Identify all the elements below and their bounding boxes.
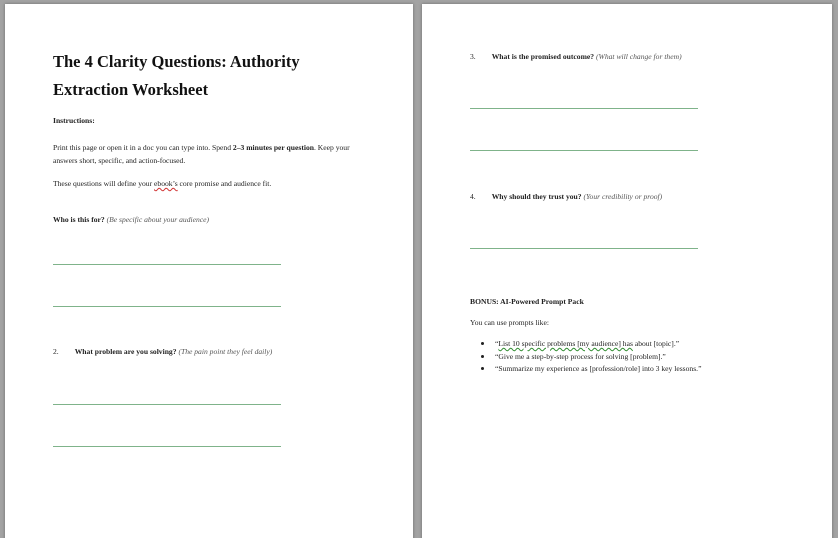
answer-line-q2-b[interactable] [53, 446, 281, 447]
instructions-paragraph: Print this page or open it in a doc you can type into. Spend 2–3 minutes per question. Keep your answers short, specific, and action-focused. [53, 143, 350, 165]
bonus-title: BONUS: AI-Powered Prompt Pack [470, 297, 584, 306]
bullet-icon [481, 342, 484, 345]
instructions-label: Instructions: [53, 116, 95, 125]
answer-line-q2-a[interactable] [53, 404, 281, 405]
question-2: 2. What problem are you solving? (The pain point they feel daily) [53, 347, 273, 356]
bullet-icon [481, 367, 484, 370]
answer-line-q3-b[interactable] [470, 150, 698, 151]
bullet-icon [481, 355, 484, 358]
question-1: Who is this for? (Be specific about your audience) [53, 215, 210, 224]
question-4: 4. Why should they trust you? (Your credibility or proof) [470, 192, 663, 201]
prompt-item-3: “Summarize my experience as [profession/role] into 3 key lessons.” [470, 363, 701, 376]
worksheet-title: The 4 Clarity Questions: Authority Extraction Worksheet [53, 52, 300, 99]
bonus-intro: You can use prompts like: [470, 318, 549, 327]
prompt-item-2: “Give me a step-by-step process for solving [problem].” [470, 351, 701, 364]
prompt-item-1: “List 10 specific problems [my audience] has about [topic].” [470, 338, 701, 351]
define-paragraph: These questions will define your ebook’s core promise and audience fit. [53, 179, 272, 188]
answer-line-q1-a[interactable] [53, 264, 281, 265]
document-page-2 [422, 4, 832, 538]
answer-line-q1-b[interactable] [53, 306, 281, 307]
spellcheck-flag: ebook’s [154, 179, 178, 188]
document-page-1 [5, 4, 413, 538]
prompt-list [470, 338, 701, 376]
grammar-flag: List 10 specific problems [my audience] has [498, 339, 633, 348]
answer-line-q4[interactable] [470, 248, 698, 249]
question-3: 3. What is the promised outcome? (What will change for them) [470, 52, 682, 61]
answer-line-q3-a[interactable] [470, 108, 698, 109]
